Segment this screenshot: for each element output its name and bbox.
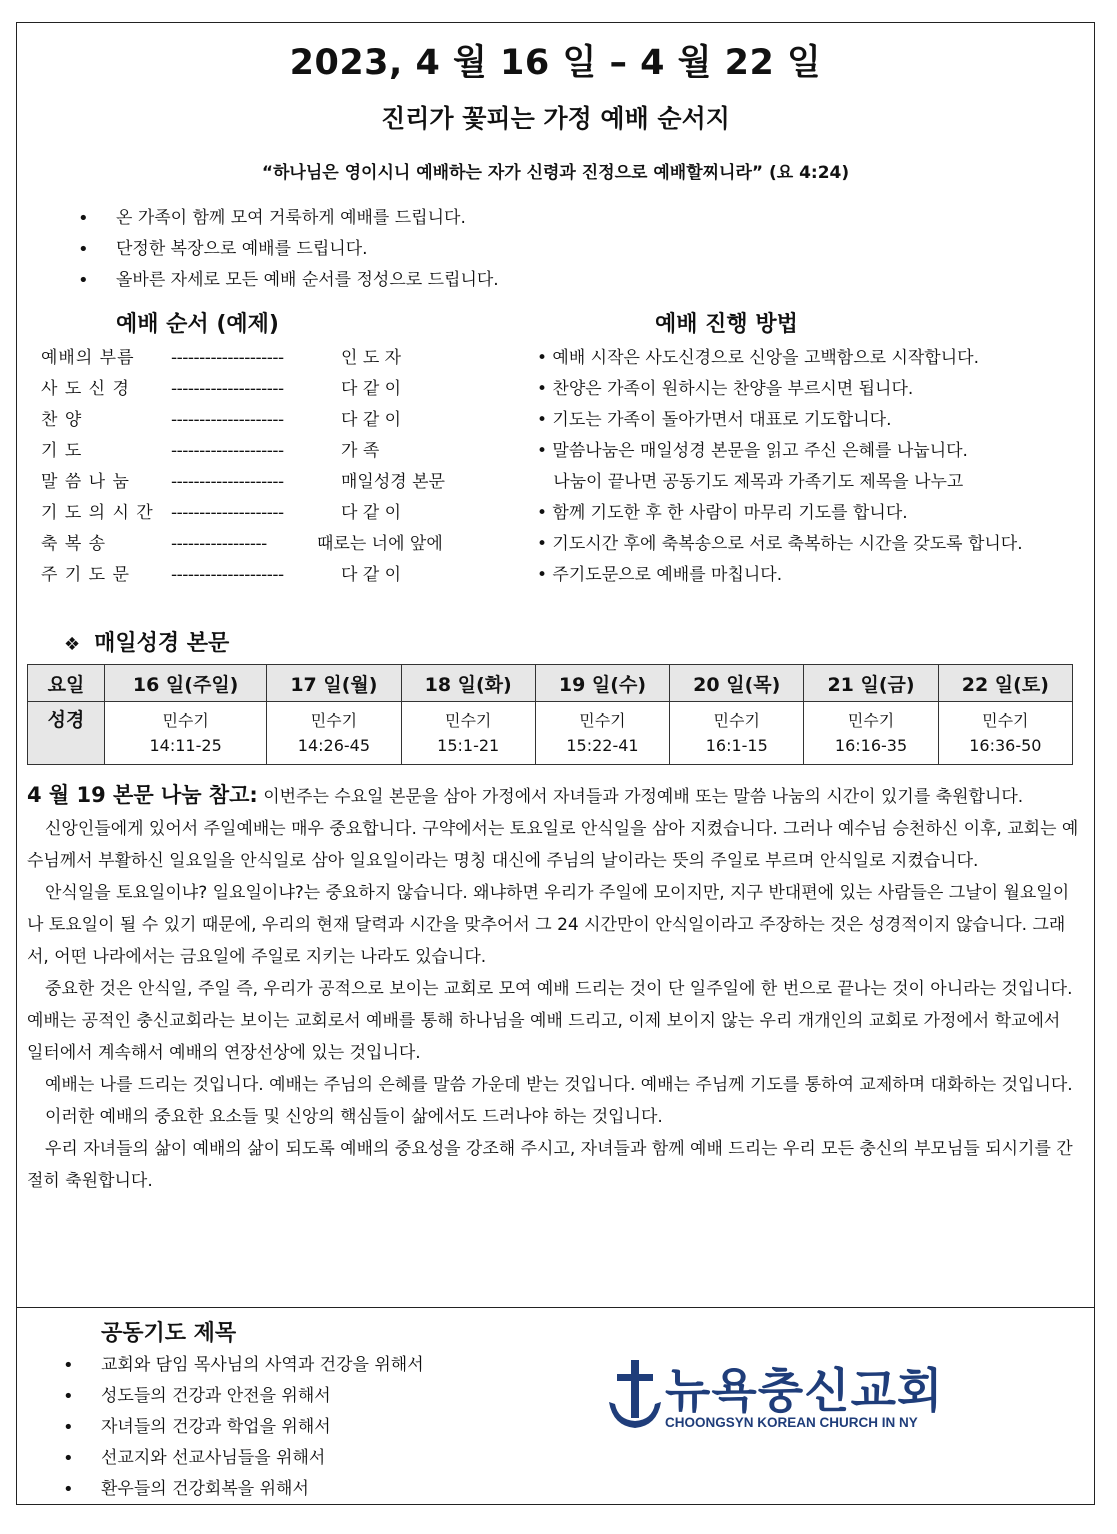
order-item-name: 사 도 신 경 — [41, 379, 130, 399]
cell-book: 민수기 — [162, 711, 209, 730]
order-item-dash: -------------------- — [171, 472, 284, 492]
table-cell — [804, 702, 938, 765]
table-header-cell: 19 일(수) — [535, 665, 669, 702]
order-item — [41, 436, 481, 467]
order-item-value: 가 족 — [341, 441, 380, 461]
bible-heading-text: 매일성경 본문 — [94, 631, 230, 656]
reference-paragraph: 신앙인들에게 있어서 주일예배는 매우 중요합니다. 구약에서는 토요일로 안식일을 삼아 지켰습니다. 그러나 예수님 승천하신 이후, 교회는 예수님께서 부활하신 일요일을 안식일로 삼아 일요일이라는 명칭 대신에 주님의 날이라는 뜻의 주일로 부르며 안식일로 지켰습니다. — [27, 819, 1079, 871]
table-cell — [105, 702, 267, 765]
table-header-cell: 16 일(주일) — [105, 665, 267, 702]
order-item-name: 찬 양 — [41, 410, 83, 430]
order-item — [41, 374, 481, 405]
table-header-cell: 18 일(화) — [401, 665, 535, 702]
order-item-value: 다 같 이 — [341, 503, 402, 523]
diamond-icon: ❖ — [64, 634, 81, 655]
prayer-item: • 환우들의 건강회복을 위해서 — [101, 1474, 424, 1505]
order-item-dash: -------------------- — [171, 565, 284, 585]
order-item — [41, 343, 481, 374]
table-cell — [535, 702, 669, 765]
method-item: • 기도시간 후에 축복송으로 서로 축복하는 시간을 갖도록 합니다. — [537, 534, 1023, 554]
method-item: • 기도는 가족이 돌아가면서 대표로 기도합니다. — [537, 410, 892, 430]
key-verse: “하나님은 영이시니 예배하는 자가 신령과 진정으로 예배할찌니라” (요 4:24) — [261, 163, 850, 183]
cell-ref: 14:26-45 — [297, 736, 371, 755]
order-item-dash: -------------------- — [171, 441, 284, 461]
guideline-item: • 온 가족이 함께 모여 거룩하게 예배를 드립니다. — [116, 203, 499, 234]
cell-ref: 16:16-35 — [834, 736, 908, 755]
cell-ref: 16:1-15 — [705, 736, 768, 755]
prayer-item: • 자녀들의 건강과 학업을 위해서 — [101, 1412, 424, 1443]
method-item: • 함께 기도한 후 한 사람이 마무리 기도를 합니다. — [537, 503, 908, 523]
table-cell — [938, 702, 1072, 765]
cell-book: 민수기 — [982, 711, 1029, 730]
table-cell — [401, 702, 535, 765]
order-item-name: 주 기 도 문 — [41, 565, 130, 585]
cell-ref: 15:22-41 — [566, 736, 639, 755]
cell-book: 민수기 — [847, 711, 895, 730]
reference-lead: 4 월 19 본문 나눔 참고: — [27, 783, 258, 807]
section-divider — [17, 1307, 1094, 1308]
prayer-item: • 교회와 담임 목사님의 사역과 건강을 위해서 — [101, 1350, 424, 1381]
order-heading: 예배 순서 (예제) — [116, 312, 279, 337]
cell-ref: 14:11-25 — [149, 736, 222, 755]
order-item — [41, 467, 481, 498]
order-item-dash: -------------------- — [171, 503, 284, 523]
reference-paragraph: 예배는 나를 드리는 것입니다. 예배는 주님의 은혜를 말씀 가운데 받는 것입니다. 예배는 주님께 기도를 통하여 교제하며 대화하는 것입니다. — [45, 1075, 1073, 1095]
order-item-dash: -------------------- — [171, 379, 284, 399]
order-item-name: 말 씀 나 눔 — [41, 472, 130, 492]
method-item: • 말씀나눔은 매일성경 본문을 읽고 주신 은혜를 나눕니다. — [537, 441, 968, 461]
order-item-name: 예배의 부름 — [41, 348, 135, 368]
reference-paragraph: 안식일을 토요일이냐? 일요일이냐?는 중요하지 않습니다. 왜냐하면 우리가 주일에 모이지만, 지구 반대편에 있는 사람들은 그날이 월요일이나 토요일이 될 수 있기 때문에, 우리의 현재 달력과 시간을 맞추어서 그 24 시간만이 안식일이라고 주장하는 것은 성경적이지 않습니다. 그래서, 어떤 나라에서는 금요일에 주일로 지키는 나라도 있습니다. — [27, 883, 1070, 967]
table-row — [28, 665, 1073, 702]
church-logo — [605, 1358, 944, 1438]
table-header-cell: 22 일(토) — [938, 665, 1072, 702]
bible-table — [27, 664, 1073, 765]
reference-paragraph: 이러한 예배의 중요한 요소들 및 신앙의 핵심들이 삶에서도 드러나야 하는 것입니다. — [45, 1107, 663, 1127]
table-header-cell: 요일 — [28, 665, 105, 702]
bible-heading — [64, 626, 229, 657]
cell-book: 민수기 — [444, 711, 492, 730]
cell-ref: 15:1-21 — [437, 736, 500, 755]
order-item-value: 다 같 이 — [341, 379, 402, 399]
prayer-item: • 선교지와 선교사님들을 위해서 — [101, 1443, 424, 1474]
table-header-cell: 20 일(목) — [670, 665, 804, 702]
order-item-name: 축 복 송 — [41, 534, 107, 554]
cross-anchor-icon — [605, 1358, 665, 1434]
order-item-value: 때로는 너에 앞에 — [317, 534, 443, 554]
order-item-name: 기 도 — [41, 441, 83, 461]
guideline-item: • 올바른 자세로 모든 예배 순서를 정성으로 드립니다. — [116, 265, 499, 296]
cell-ref: 16:36-50 — [969, 736, 1042, 755]
order-item-dash: ----------------- — [171, 534, 267, 554]
cell-book: 민수기 — [579, 711, 626, 730]
reference-intro — [27, 779, 1079, 813]
reference-lead-text: 이번주는 수요일 본문을 삼아 가정에서 자녀들과 가정예배 또는 말씀 나눔의 시간이 있기를 축원합니다. — [257, 787, 1024, 807]
prayer-heading: 공동기도 제목 — [101, 1321, 237, 1346]
table-row-label: 성경 — [28, 702, 105, 765]
logo-name-ko: 뉴욕충신교회 — [665, 1364, 944, 1419]
table-cell — [267, 702, 401, 765]
reference-paragraph: 중요한 것은 안식일, 주일 즉, 우리가 공적으로 보이는 교회로 모여 예배 드리는 것이 단 일주일에 한 번으로 끝나는 것이 아니라는 것입니다. 예배는 공적인 충신교회라는 보이는 교회로서 예배를 통해 하나님을 예배 드리고, 이제 보이지 않는 우리 개개인의 교회로 가정에서 학교에서 일터에서 계속해서 예배의 연장선상에 있는 것입니다. — [27, 979, 1073, 1063]
page-subtitle: 진리가 꽃피는 가정 예배 순서지 — [381, 104, 730, 133]
order-item-value: 인 도 자 — [341, 348, 402, 368]
order-item — [41, 560, 481, 591]
table-cell — [670, 702, 804, 765]
order-item — [41, 405, 481, 436]
order-item-name: 기 도 의 시 간 — [41, 503, 154, 523]
guideline-list — [116, 203, 499, 296]
order-item-value: 매일성경 본문 — [341, 472, 445, 492]
order-item-value: 다 같 이 — [341, 410, 402, 430]
order-item-value: 다 같 이 — [341, 565, 402, 585]
prayer-item: • 성도들의 건강과 안전을 위해서 — [101, 1381, 424, 1412]
page-title: 2023, 4 월 16 일 – 4 월 22 일 — [289, 43, 822, 83]
method-list — [537, 343, 1087, 591]
order-item-dash: -------------------- — [171, 410, 284, 430]
method-item: 나눔이 끝나면 공동기도 제목과 가족기도 제목을 나누고 — [537, 472, 964, 492]
cell-book: 민수기 — [713, 711, 760, 730]
order-list — [41, 343, 481, 591]
table-header-cell: 17 일(월) — [267, 665, 401, 702]
order-item-dash: -------------------- — [171, 348, 284, 368]
table-row — [28, 702, 1073, 765]
guideline-item: • 단정한 복장으로 예배를 드립니다. — [116, 234, 499, 265]
method-item: • 찬양은 가족이 원하시는 찬양을 부르시면 됩니다. — [537, 379, 914, 399]
reference-paragraph: 우리 자녀들의 삶이 예배의 삶이 되도록 예배의 중요성을 강조해 주시고, 자녀들과 함께 예배 드리는 우리 모든 충신의 부모님들 되시기를 간절히 축원합니다. — [27, 1139, 1073, 1191]
reference-section — [27, 779, 1079, 1197]
prayer-list — [101, 1350, 424, 1505]
order-item — [41, 498, 481, 529]
worship-sheet — [16, 22, 1095, 1505]
order-item — [41, 529, 481, 560]
table-header-cell: 21 일(금) — [804, 665, 938, 702]
method-heading: 예배 진행 방법 — [655, 312, 798, 337]
cell-book: 민수기 — [310, 711, 358, 730]
method-item: • 예배 시작은 사도신경으로 신앙을 고백함으로 시작합니다. — [537, 348, 979, 368]
logo-name-en: CHOONGSYN KOREAN CHURCH IN NY — [665, 1415, 918, 1430]
method-item: • 주기도문으로 예배를 마칩니다. — [537, 565, 783, 585]
